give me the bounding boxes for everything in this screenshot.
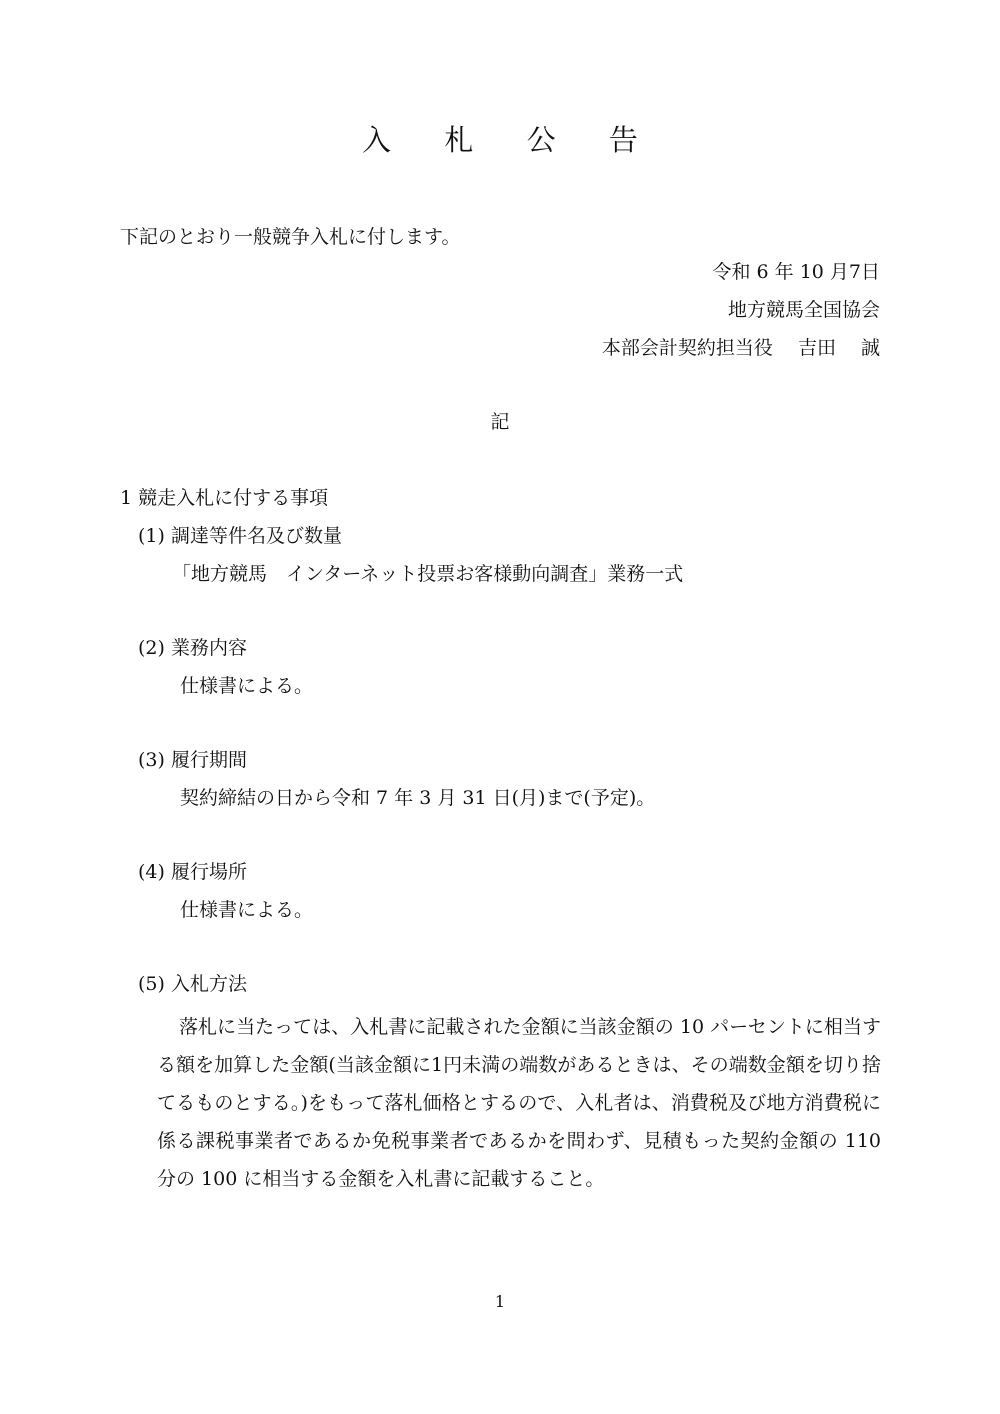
official-name: 本部会計契約担当役 吉田 誠	[601, 337, 880, 359]
page-title: 入 札 公 告	[362, 123, 660, 157]
item-body: 契約締結の日から令和 7 年 3 月 31 日(月)まで(予定)。	[180, 787, 656, 809]
item-body-paragraph: 落札に当たっては、入札書に記載された金額に当該金額の 10 パーセントに相当する額を加算した金額(当該金額に1円未満の端数があるときは、その端数金額を切り捨てるものとする。)をもって落札価格とするので、入札者は、消費税及び地方消費税に係る課税事業者であるか免税事業者であるかを問わず、見積もった契約金額の 110 分の 100 に相当する金額を入札書に記載すること。	[157, 1016, 881, 1190]
item-label: (1) 調達等件名及び数量	[138, 525, 342, 547]
item-label: (4) 履行場所	[138, 861, 247, 883]
item-label: (3) 履行期間	[138, 749, 247, 771]
section-heading: 1 競走入札に付する事項	[120, 487, 329, 509]
item-body: 仕様書による。	[180, 899, 314, 921]
item-label: (5) 入札方法	[138, 973, 247, 995]
intro-text: 下記のとおり一般競争入札に付します。	[120, 226, 461, 248]
page-number: 1	[494, 1292, 506, 1311]
ki-heading: 記	[490, 411, 510, 433]
organization-name: 地方競馬全国協会	[727, 299, 880, 321]
item-label: (2) 業務内容	[138, 637, 247, 659]
issue-date: 令和 6 年 10 月7日	[712, 261, 880, 283]
item-body: 「地方競馬 インターネット投票お客様動向調査」業務一式	[172, 563, 684, 585]
item-body: 仕様書による。	[180, 675, 314, 697]
